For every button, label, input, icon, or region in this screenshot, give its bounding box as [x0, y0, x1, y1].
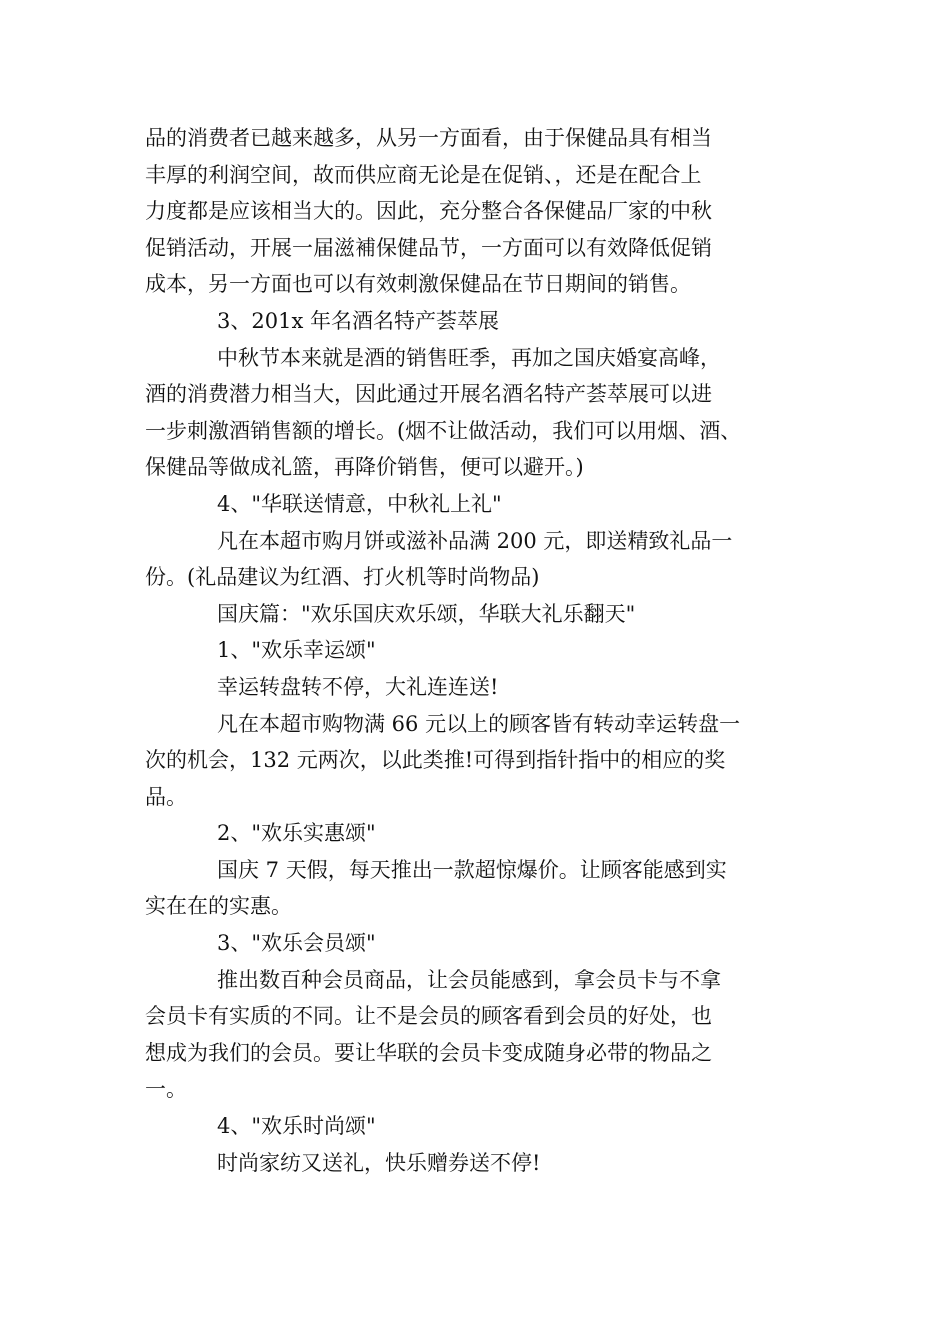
text-line: 酒的消费潜力相当大，因此通过开展名酒名特产荟萃展可以进 [145, 382, 712, 407]
text-line: 国庆 7 天假，每天推出一款超惊爆价。让顾客能感到实 [217, 857, 727, 882]
text-line: 保健品等做成礼篮，再降价销售，便可以避开。) [145, 455, 584, 480]
text-line: 丰厚的利润空间，故而供应商无论是在促销、，还是在配合上 [145, 162, 702, 187]
text-line: 实在在的实惠。 [145, 894, 292, 919]
text-line: 次的机会，132 元两次，以此类推!可得到指针指中的相应的奖 [145, 748, 726, 773]
text-line: 国庆篇："欢乐国庆欢乐颂，华联大礼乐翻天" [217, 601, 636, 626]
text-line: 凡在本超市购月饼或滋补品满 200 元，即送精致礼品一 [217, 528, 733, 553]
text-line: 凡在本超市购物满 66 元以上的顾客皆有转动幸运转盘一 [217, 711, 741, 736]
text-line: 4、"欢乐时尚颂" [217, 1114, 376, 1139]
text-line: 一步刺激酒销售额的增长。(烟不让做活动，我们可以用烟、酒、 [145, 418, 742, 443]
text-line: 中秋节本来就是酒的销售旺季，再加之国庆婚宴高峰， [217, 345, 721, 370]
text-line: 1、"欢乐幸运颂" [217, 638, 376, 663]
text-line: 成本，另一方面也可以有效刺激保健品在节日期间的销售。 [145, 272, 691, 297]
text-line: 份。(礼品建议为红酒、打火机等时尚物品) [145, 565, 540, 590]
text-line: 品的消费者已越来越多，从另一方面看，由于保健品具有相当 [145, 126, 712, 150]
document-body [145, 120, 825, 1181]
text-line: 想成为我们的会员。要让华联的会员卡变成随身必带的物品之 [145, 1040, 712, 1065]
text-line: 一。 [145, 1077, 187, 1102]
text-line: 时尚家纺又送礼，快乐赠券送不停! [217, 1150, 541, 1175]
text-line: 幸运转盘转不停，大礼连连送! [217, 674, 499, 699]
text-line: 品。 [145, 784, 187, 809]
text-line: 4、"华联送情意，中秋礼上礼" [217, 491, 502, 516]
text-line: 3、201x 年名酒名特产荟萃展 [217, 308, 499, 333]
text-line: 3、"欢乐会员颂" [217, 931, 376, 956]
text-line: 会员卡有实质的不同。让不是会员的顾客看到会员的好处，也 [145, 1004, 712, 1029]
text-line: 推出数百种会员商品，让会员能感到，拿会员卡与不拿 [217, 967, 721, 992]
text-line: 2、"欢乐实惠颂" [217, 821, 376, 846]
text-line: 力度都是应该相当大的。因此，充分整合各保健品厂家的中秋 [145, 199, 712, 224]
text-line: 促销活动，开展一届滋補保健品节，一方面可以有效降低促销 [145, 235, 712, 260]
